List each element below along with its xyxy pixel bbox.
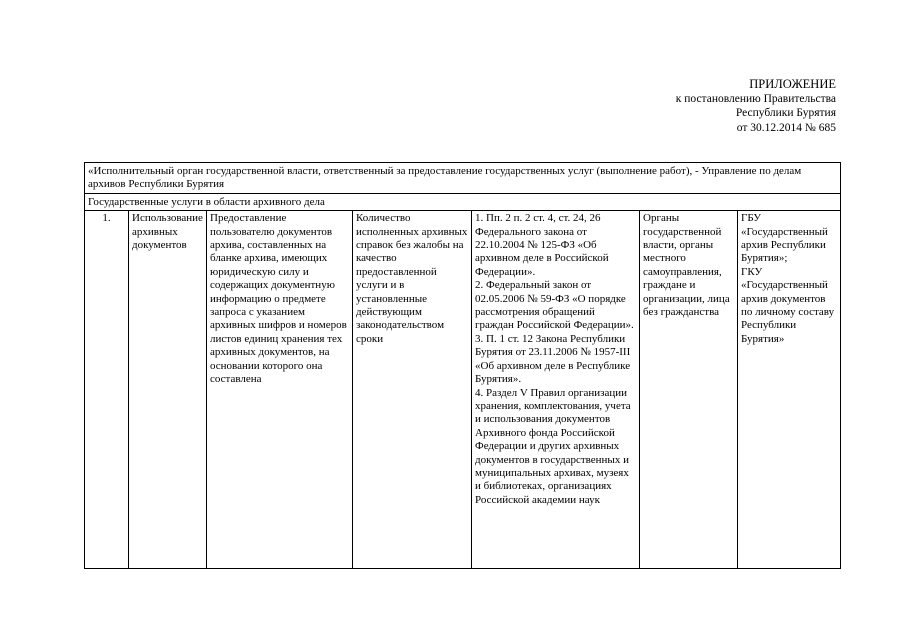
row-number-text: 1. <box>102 212 111 225</box>
service-name-cell <box>129 211 207 569</box>
section-header-row <box>85 193 841 210</box>
indicator-text: Количество исполненных архивных справок без жалобы на качество предоставленной услуги и в установленные действующим законодательством сроки <box>356 212 468 345</box>
service-content-text: Предоставление пользователю документов архива, составленных на бланке архива, имеющих юридическую силу и содержащих документную информацию о предмете запроса с указанием архивных шифров и номеров листов единиц хранения тех архивных документов, на основании которого она составлена <box>210 212 347 386</box>
indicator-cell <box>353 211 472 569</box>
org-header-cell: «Исполнительный орган государственной власти, ответственный за предоставление государственных услуг (выполнение работ), - Управление по делам архивов Республики Бурятия <box>85 163 841 194</box>
appendix-line-2: Республики Бурятия <box>735 107 836 119</box>
appendix-title: ПРИЛОЖЕНИЕ <box>749 77 836 91</box>
legal-basis-text: 1. Пп. 2 п. 2 ст. 4, ст. 24, 26 Федерального закона от 22.10.2004 № 125-ФЗ «Об архивном деле в Российской Федерации». 2. Федеральный закон от 02.05.2006 № 59-ФЗ «О порядке рассмотрения обращений граждан Российской Федерации». 3. П. 1 ст. 12 Закона Республики Бурятия от 23.11.2006 № 1957-III «Об архивном деле в Республике Бурятия». 4. Раздел V Правил организации хранения, комплектования, учета и использования документов Архивного фонда Российской Федерации и других архивных документов в государственных и муниципальных архивах, музеях и библиотеках, организациях Российской академии наук <box>475 212 634 506</box>
consumers-text: Органы государственной власти, органы местного самоуправления, граждане и организации, лица без гражданства <box>643 212 730 319</box>
providers-text: ГБУ «Государственный архив Республики Бурятия»; ГКУ «Государственный архив документов по личному составу Республики Бурятия» <box>741 212 835 345</box>
service-name-text: Использование архивных документов <box>132 212 203 252</box>
appendix-line-1: к постановлению Правительства <box>675 92 836 105</box>
services-table <box>84 162 841 569</box>
providers-cell <box>738 211 841 569</box>
table-row <box>85 211 841 569</box>
consumers-cell <box>640 211 738 569</box>
document-header <box>676 77 836 135</box>
row-number <box>85 211 129 569</box>
appendix-line-3: от 30.12.2014 № 685 <box>736 121 836 134</box>
section-header-cell: Государственные услуги в области архивного дела <box>85 193 841 210</box>
org-header-row <box>85 163 841 194</box>
service-content-cell <box>207 211 353 569</box>
legal-basis-cell <box>472 211 640 569</box>
